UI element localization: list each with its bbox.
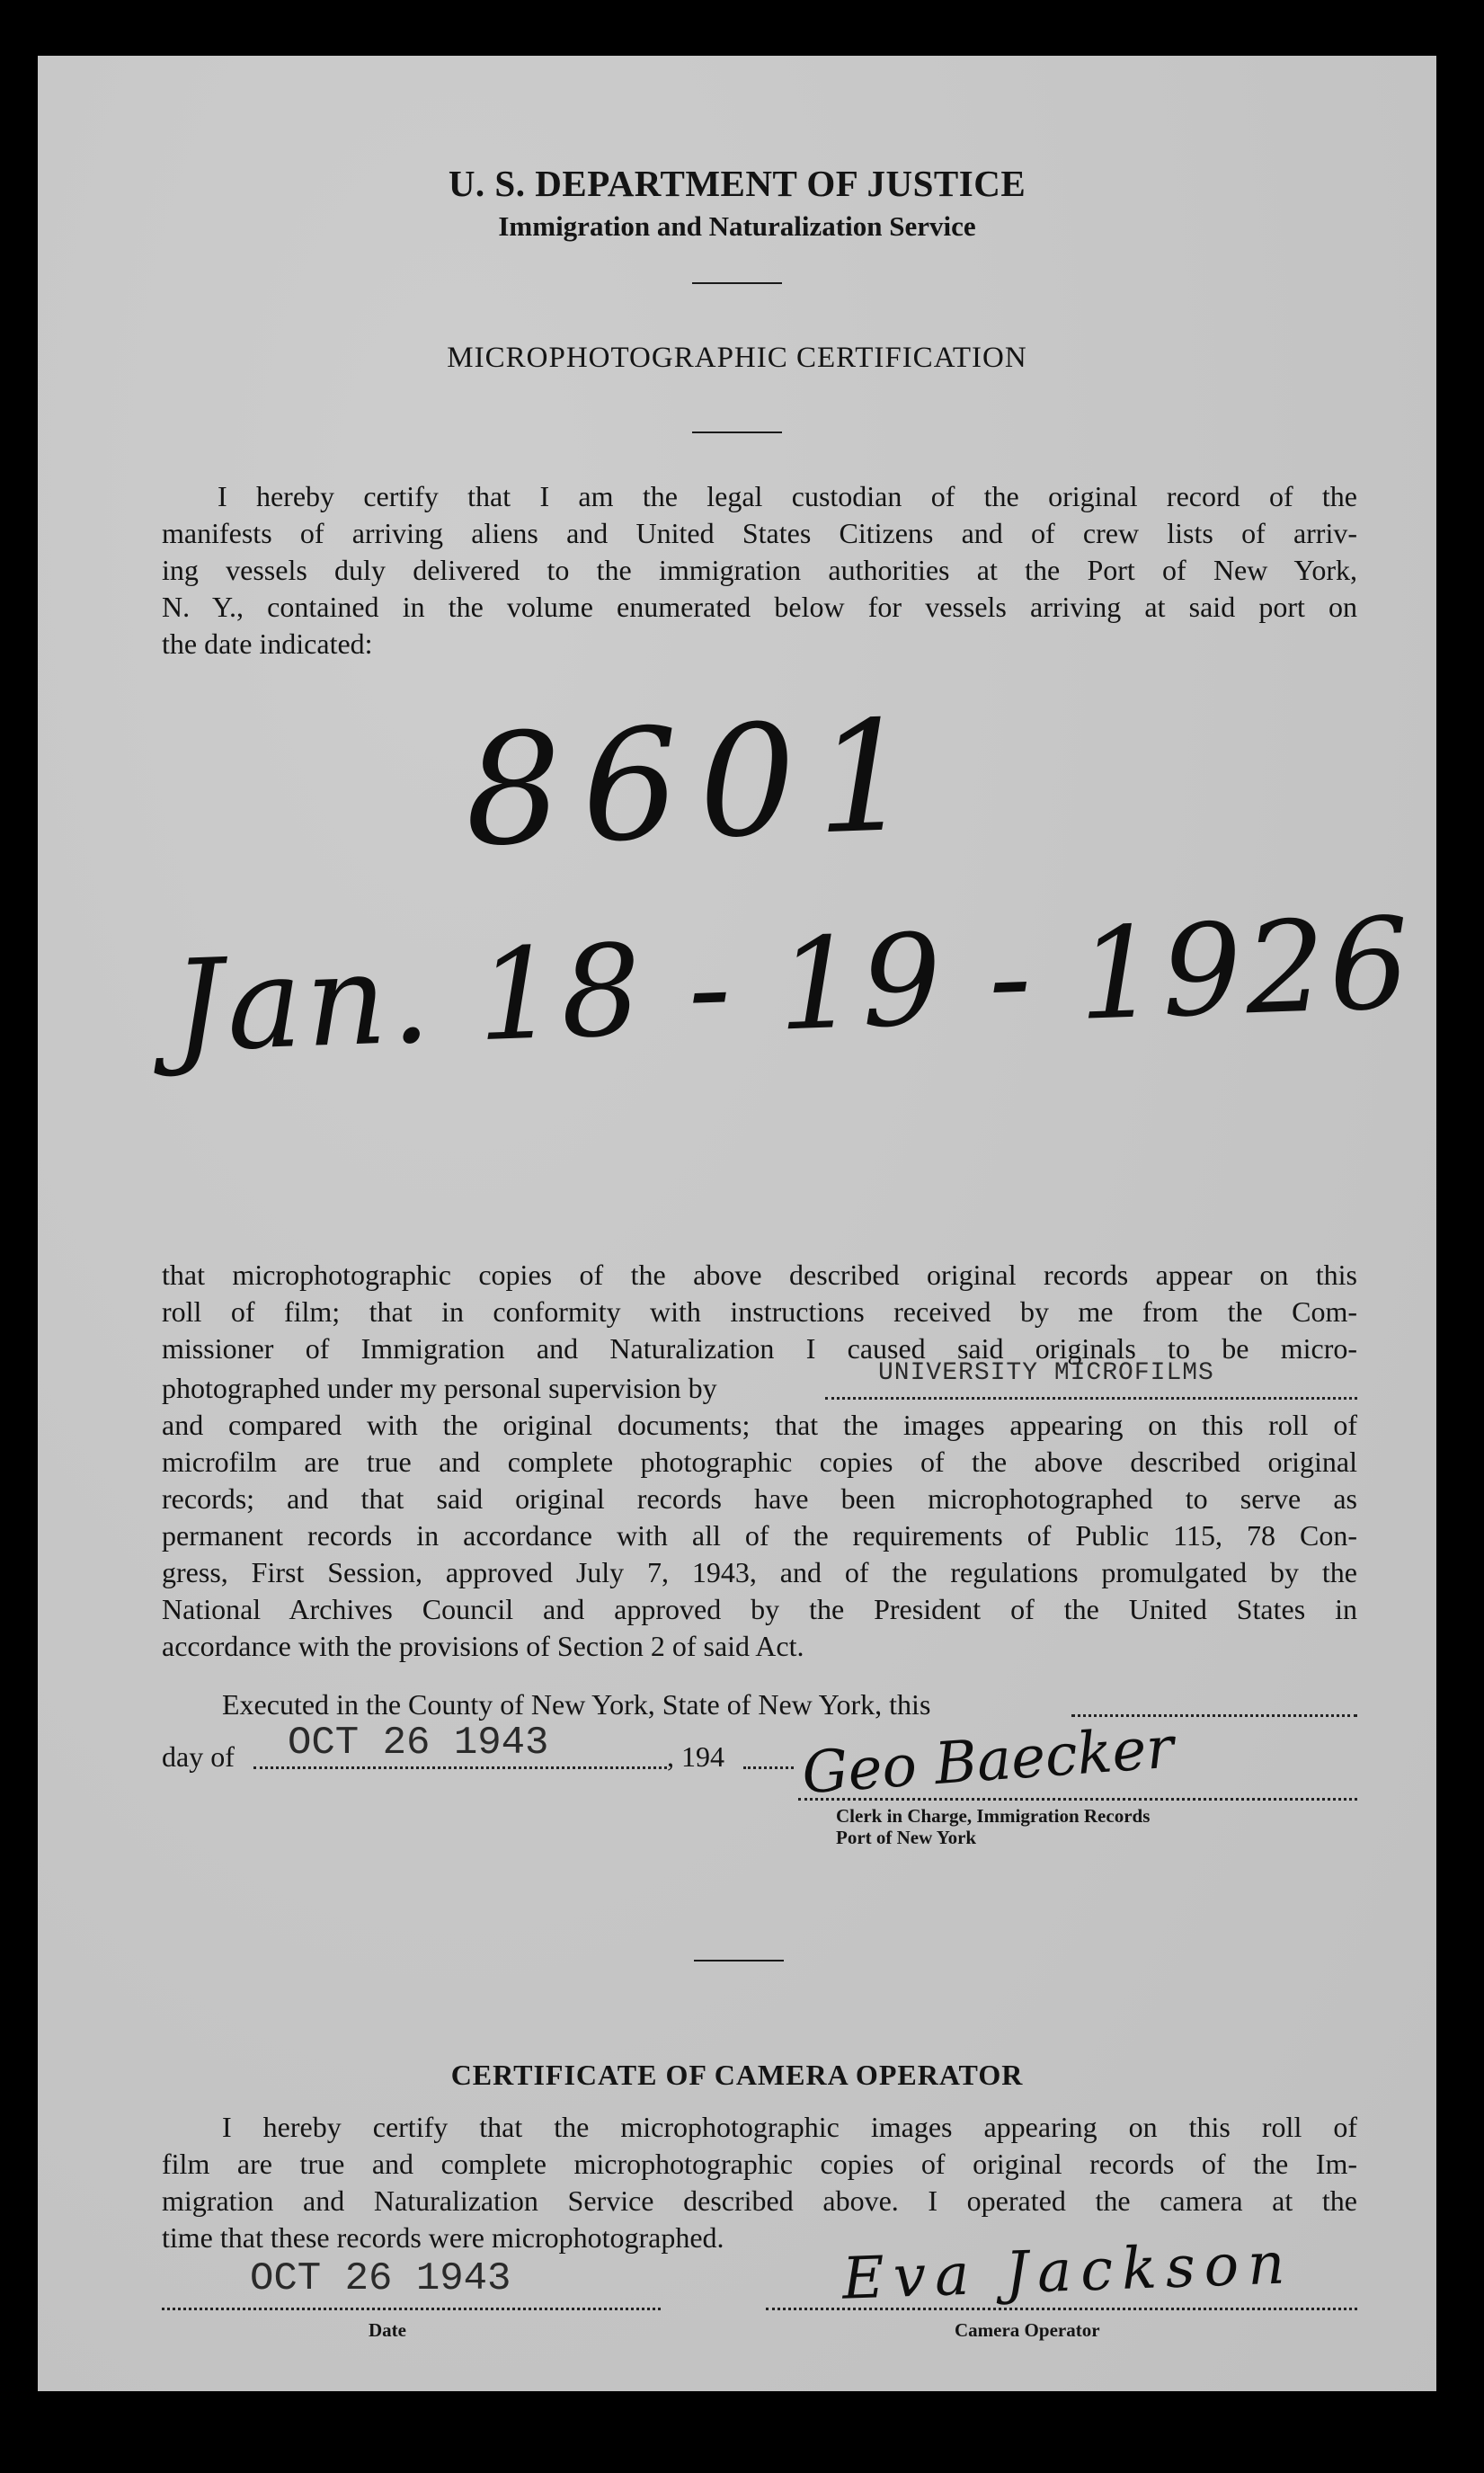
year-prefix: , 194: [667, 1740, 724, 1773]
clerk-title-line-1: Clerk in Charge, Immigration Records: [836, 1805, 1151, 1827]
section-divider: [694, 1960, 784, 1961]
service-subheading: Immigration and Naturalization Service: [498, 210, 976, 242]
department-heading: U. S. DEPARTMENT OF JUSTICE: [448, 163, 1026, 204]
body-line-3: missioner of Immigration and Naturalization I caused said originals to be micro-: [162, 1332, 1357, 1365]
operator-line-4: time that these records were microphotographed.: [162, 2221, 724, 2254]
executed-dotted-line: [1071, 1714, 1357, 1717]
intro-line-5: the date indicated:: [162, 627, 373, 660]
intro-line-4: N. Y., contained in the volume enumerated below for vessels arriving at said port on: [162, 591, 1357, 623]
body-line-9: gress, First Session, approved July 7, 1943, and of the regulations promulgated by the: [162, 1556, 1357, 1588]
camera-operator-title: CERTIFICATE OF CAMERA OPERATOR: [450, 2059, 1024, 2091]
handwritten-arrival-dates: Jan. 18 - 19 - 1926: [170, 890, 1416, 1081]
execution-date-stamp: OCT 26 1943: [288, 1721, 549, 1766]
intro-line-1: I hereby certify that I am the legal custodian of the original record of the: [218, 480, 1357, 512]
operator-date-stamp: OCT 26 1943: [250, 2256, 511, 2301]
year-dotted-line: [743, 1766, 794, 1769]
supervisor-dotted-line: [825, 1397, 1357, 1400]
operator-signature: Eva Jackson: [840, 2230, 1295, 2313]
certificate-page: [38, 56, 1436, 2391]
clerk-signature: Geo Baecker: [799, 1714, 1177, 1808]
body-line-8: permanent records in accordance with all of the requirements of Public 115, 78 Con-: [162, 1519, 1357, 1552]
body-line-10: National Archives Council and approved by the President of the United States in: [162, 1593, 1357, 1625]
operator-label: Camera Operator: [955, 2319, 1100, 2341]
operator-line-3: migration and Naturalization Service described above. I operated the camera at the: [162, 2184, 1357, 2217]
supervision-prefix: photographed under my personal supervision by: [162, 1372, 717, 1404]
intro-line-3: ing vessels duly delivered to the immigration authorities at the Port of New York,: [162, 554, 1357, 586]
supervisor-stamp: UNIVERSITY MICROFILMS: [878, 1359, 1214, 1387]
header-divider-top: [692, 282, 782, 284]
header-divider-bottom: [692, 431, 782, 433]
day-of-dotted-line: [253, 1766, 667, 1769]
operator-date-label: Date: [369, 2319, 406, 2341]
body-line-1: that microphotographic copies of the above described original records appear on this: [162, 1259, 1357, 1291]
operator-signature-line: [766, 2308, 1357, 2310]
body-line-6: microfilm are true and complete photographic copies of the above described original: [162, 1446, 1357, 1478]
intro-line-2: manifests of arriving aliens and United States Citizens and of crew lists of arriv-: [162, 517, 1357, 549]
operator-line-2: film are true and complete microphotographic copies of original records of the Im-: [162, 2148, 1357, 2180]
day-of-label: day of: [162, 1740, 235, 1773]
clerk-title-line-2: Port of New York: [836, 1827, 977, 1848]
operator-date-line: [162, 2308, 661, 2310]
body-line-7: records; and that said original records have been microphotographed to serve as: [162, 1482, 1357, 1515]
handwritten-volume-number: 8601: [461, 686, 936, 882]
executed-text: Executed in the County of New York, State of New York, this: [222, 1688, 931, 1721]
body-line-2: roll of film; that in conformity with instructions received by me from the Com-: [162, 1295, 1357, 1328]
certification-title: MICROPHOTOGRAPHIC CERTIFICATION: [447, 342, 1027, 374]
clerk-signature-line: [798, 1798, 1357, 1801]
body-line-5: and compared with the original documents; that the images appearing on this roll of: [162, 1409, 1357, 1441]
body-line-11: accordance with the provisions of Section 2 of said Act.: [162, 1630, 804, 1662]
operator-line-1: I hereby certify that the microphotographic images appearing on this roll of: [222, 2111, 1357, 2143]
